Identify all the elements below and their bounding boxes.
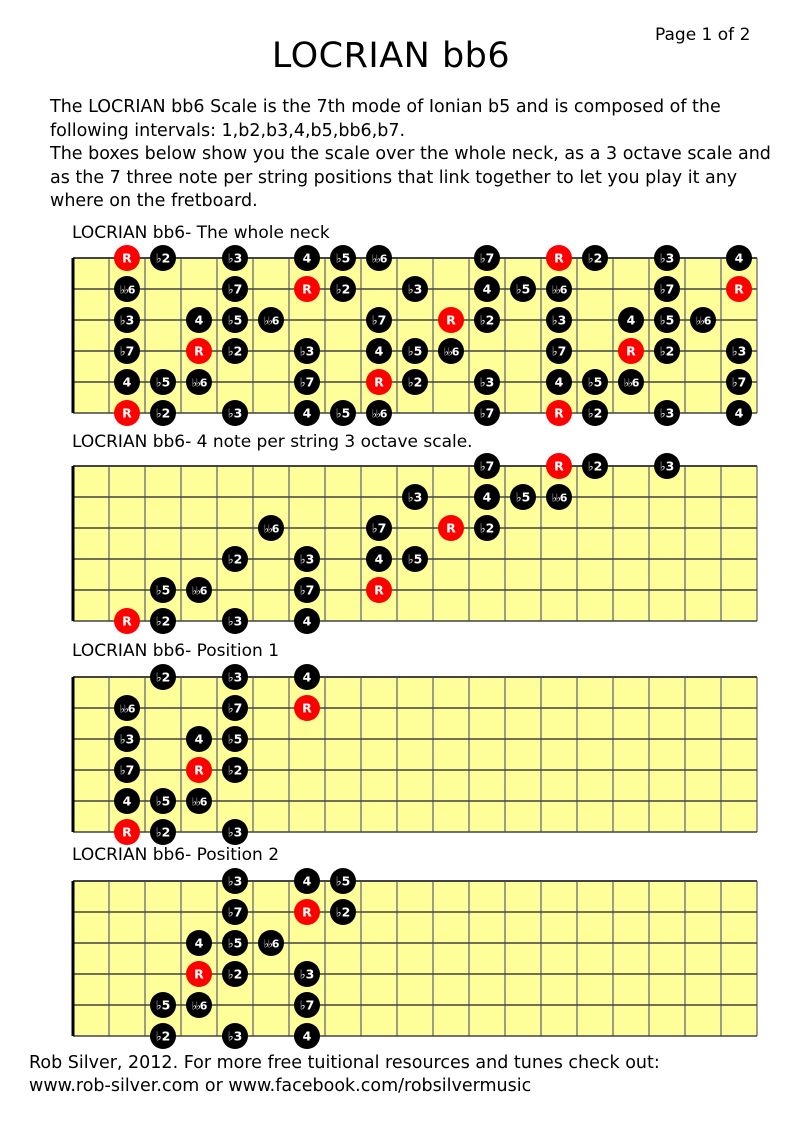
note-label: ♭5: [227, 312, 243, 328]
scale-note-marker: [114, 695, 140, 721]
note-label: R: [374, 374, 384, 390]
scale-note-marker: [294, 546, 320, 572]
note-label: 4: [302, 1028, 312, 1044]
scale-note-marker: [114, 757, 140, 783]
scale-note-marker: [726, 369, 752, 395]
scale-note-marker: [366, 245, 392, 271]
scale-note-marker: [222, 245, 248, 271]
scale-note-marker: [150, 664, 176, 690]
root-note-marker: [366, 577, 392, 603]
note-label: 4: [302, 873, 312, 889]
scale-note-marker: [474, 369, 500, 395]
note-label: ♭7: [227, 281, 243, 297]
note-label: ♭7: [479, 250, 495, 266]
fretboard-svg: [73, 669, 757, 840]
note-label: 4: [374, 551, 384, 567]
fretboard-background: [73, 881, 757, 1036]
scale-note-marker: [222, 276, 248, 302]
scale-note-marker: [726, 245, 752, 271]
note-label: 4: [482, 281, 492, 297]
root-note-marker: [186, 338, 212, 364]
scale-note-marker: [150, 245, 176, 271]
note-label: ♭♭6: [191, 795, 207, 809]
scale-note-marker: [222, 695, 248, 721]
note-label: 4: [194, 312, 204, 328]
note-label: ♭♭6: [623, 376, 639, 390]
scale-note-marker: [402, 546, 428, 572]
fretboard-svg: [73, 458, 757, 629]
note-label: ♭2: [335, 281, 351, 297]
note-label: ♭7: [299, 582, 315, 598]
note-label: ♭3: [551, 312, 567, 328]
scale-note-marker: [618, 307, 644, 333]
scale-note-marker: [654, 453, 680, 479]
scale-note-marker: [330, 400, 356, 426]
root-note-marker: [546, 400, 572, 426]
page-number: Page 1 of 2: [655, 25, 751, 45]
fretboard-position-2: [73, 873, 757, 1044]
note-label: ♭2: [227, 343, 243, 359]
scale-note-marker: [222, 338, 248, 364]
scale-note-marker: [474, 307, 500, 333]
scale-note-marker: [150, 400, 176, 426]
note-label: ♭3: [299, 343, 315, 359]
scale-note-marker: [582, 453, 608, 479]
scale-note-marker: [114, 788, 140, 814]
root-note-marker: [438, 307, 464, 333]
note-label: ♭3: [407, 489, 423, 505]
note-label: 4: [482, 489, 492, 505]
scale-note-marker: [366, 400, 392, 426]
scale-note-marker: [438, 338, 464, 364]
scale-note-marker: [510, 276, 536, 302]
note-label: ♭3: [227, 250, 243, 266]
scale-note-marker: [294, 664, 320, 690]
scale-note-marker: [510, 484, 536, 510]
scale-note-marker: [150, 1023, 176, 1049]
note-label: ♭♭6: [551, 283, 567, 297]
scale-note-marker: [222, 961, 248, 987]
scale-note-marker: [186, 307, 212, 333]
note-label: 4: [194, 731, 204, 747]
note-label: R: [734, 281, 744, 297]
note-label: ♭5: [659, 312, 675, 328]
note-label: ♭5: [155, 793, 171, 809]
scale-note-marker: [546, 338, 572, 364]
note-label: ♭♭6: [119, 283, 135, 297]
fretboard-svg: [73, 873, 757, 1044]
note-label: ♭3: [479, 374, 495, 390]
note-label: ♭3: [731, 343, 747, 359]
note-label: 4: [194, 935, 204, 951]
scale-note-marker: [258, 307, 284, 333]
scale-note-marker: [222, 930, 248, 956]
note-label: ♭♭6: [551, 491, 567, 505]
root-note-marker: [618, 338, 644, 364]
note-label: ♭♭6: [263, 522, 279, 536]
diagram-title-position-1: LOCRIAN bb6- Position 1: [72, 641, 280, 661]
root-note-marker: [546, 245, 572, 271]
note-label: ♭7: [299, 997, 315, 1013]
scale-note-marker: [222, 726, 248, 752]
scale-note-marker: [294, 369, 320, 395]
scale-note-marker: [294, 1023, 320, 1049]
scale-note-marker: [222, 899, 248, 925]
note-label: ♭3: [119, 731, 135, 747]
scale-note-marker: [582, 369, 608, 395]
note-label: ♭3: [227, 613, 243, 629]
note-label: ♭2: [155, 1028, 171, 1044]
scale-note-marker: [222, 546, 248, 572]
scale-note-marker: [366, 515, 392, 541]
scale-note-marker: [186, 577, 212, 603]
note-label: ♭♭6: [191, 376, 207, 390]
intro-paragraph-1: The LOCRIAN bb6 Scale is the 7th mode of Ionian b5 and is composed of the following intervals: 1,b2,b3,4,b5,bb6,b7.: [50, 97, 721, 141]
note-label: 4: [734, 250, 744, 266]
fretboard-svg: [73, 250, 757, 421]
scale-note-marker: [474, 276, 500, 302]
note-label: ♭5: [335, 405, 351, 421]
note-label: R: [122, 613, 132, 629]
root-note-marker: [114, 245, 140, 271]
note-label: ♭7: [731, 374, 747, 390]
nut: [72, 677, 75, 832]
scale-note-marker: [222, 819, 248, 845]
scale-note-marker: [474, 484, 500, 510]
note-label: ♭2: [335, 904, 351, 920]
note-label: ♭3: [659, 458, 675, 474]
note-label: R: [194, 762, 204, 778]
note-label: ♭♭6: [443, 345, 459, 359]
footer-links: www.rob-silver.com or www.facebook.com/robsilvermusic: [29, 1076, 532, 1096]
note-label: R: [194, 343, 204, 359]
note-label: ♭7: [119, 343, 135, 359]
note-label: ♭5: [335, 250, 351, 266]
note-label: ♭♭6: [119, 702, 135, 716]
note-label: R: [302, 904, 312, 920]
note-label: ♭♭6: [191, 999, 207, 1013]
scale-note-marker: [258, 930, 284, 956]
root-note-marker: [294, 695, 320, 721]
note-label: ♭7: [371, 520, 387, 536]
note-label: ♭2: [587, 458, 603, 474]
scale-note-marker: [294, 577, 320, 603]
fretboard-whole-neck: [73, 250, 757, 421]
note-label: ♭2: [407, 374, 423, 390]
note-label: ♭5: [155, 582, 171, 598]
scale-note-marker: [330, 899, 356, 925]
scale-note-marker: [654, 276, 680, 302]
scale-note-marker: [114, 276, 140, 302]
scale-note-marker: [294, 992, 320, 1018]
note-label: 4: [122, 374, 132, 390]
note-label: 4: [734, 405, 744, 421]
scale-note-marker: [330, 276, 356, 302]
note-label: ♭3: [227, 824, 243, 840]
root-note-marker: [546, 453, 572, 479]
scale-note-marker: [582, 400, 608, 426]
note-label: R: [194, 966, 204, 982]
root-note-marker: [114, 400, 140, 426]
note-label: ♭♭6: [371, 407, 387, 421]
scale-note-marker: [222, 1023, 248, 1049]
note-label: ♭5: [515, 489, 531, 505]
scale-note-marker: [654, 400, 680, 426]
note-label: ♭7: [371, 312, 387, 328]
note-label: ♭♭6: [371, 252, 387, 266]
root-note-marker: [114, 608, 140, 634]
scale-note-marker: [546, 484, 572, 510]
note-label: R: [554, 250, 564, 266]
note-label: R: [374, 582, 384, 598]
note-label: ♭3: [227, 873, 243, 889]
scale-note-marker: [186, 930, 212, 956]
note-label: R: [302, 281, 312, 297]
scale-note-marker: [402, 369, 428, 395]
scale-note-marker: [114, 307, 140, 333]
note-label: ♭5: [155, 374, 171, 390]
scale-note-marker: [294, 245, 320, 271]
note-label: R: [122, 405, 132, 421]
nut: [72, 466, 75, 621]
note-label: ♭7: [479, 405, 495, 421]
root-note-marker: [186, 757, 212, 783]
note-label: ♭3: [227, 669, 243, 685]
note-label: R: [446, 520, 456, 536]
scale-note-marker: [150, 577, 176, 603]
scale-note-marker: [150, 369, 176, 395]
note-label: ♭3: [227, 405, 243, 421]
scale-note-marker: [366, 307, 392, 333]
note-label: ♭2: [587, 250, 603, 266]
note-label: ♭♭6: [695, 314, 711, 328]
note-label: ♭2: [155, 405, 171, 421]
note-label: ♭5: [407, 551, 423, 567]
root-note-marker: [438, 515, 464, 541]
scale-note-marker: [150, 788, 176, 814]
note-label: ♭2: [155, 824, 171, 840]
scale-note-marker: [222, 757, 248, 783]
note-label: ♭5: [587, 374, 603, 390]
root-note-marker: [186, 961, 212, 987]
page-title: LOCRIAN bb6: [271, 36, 511, 76]
note-label: ♭2: [155, 250, 171, 266]
scale-note-marker: [474, 245, 500, 271]
note-label: 4: [302, 250, 312, 266]
note-label: ♭7: [479, 458, 495, 474]
root-note-marker: [366, 369, 392, 395]
scale-note-marker: [546, 276, 572, 302]
scale-note-marker: [114, 369, 140, 395]
fretboard-background: [73, 677, 757, 832]
scale-note-marker: [726, 400, 752, 426]
scale-note-marker: [186, 369, 212, 395]
note-label: ♭3: [659, 405, 675, 421]
note-label: ♭2: [155, 669, 171, 685]
note-label: ♭3: [227, 1028, 243, 1044]
note-label: R: [626, 343, 636, 359]
root-note-marker: [114, 819, 140, 845]
scale-note-marker: [294, 338, 320, 364]
scale-note-marker: [150, 992, 176, 1018]
note-label: R: [446, 312, 456, 328]
scale-note-marker: [222, 868, 248, 894]
scale-note-marker: [294, 400, 320, 426]
note-label: ♭5: [407, 343, 423, 359]
note-label: ♭7: [227, 904, 243, 920]
note-label: ♭2: [479, 312, 495, 328]
note-label: ♭2: [155, 613, 171, 629]
footer-credit: Rob Silver, 2012. For more free tuitional resources and tunes check out:: [29, 1053, 660, 1073]
scale-note-marker: [474, 400, 500, 426]
scale-note-marker: [654, 245, 680, 271]
diagram-title-whole-neck: LOCRIAN bb6- The whole neck: [72, 223, 330, 243]
note-label: ♭7: [299, 374, 315, 390]
scale-note-marker: [186, 992, 212, 1018]
note-label: ♭3: [407, 281, 423, 297]
scale-note-marker: [294, 961, 320, 987]
note-label: ♭2: [227, 762, 243, 778]
scale-note-marker: [654, 338, 680, 364]
note-label: ♭5: [227, 935, 243, 951]
scale-note-marker: [186, 726, 212, 752]
note-label: ♭3: [299, 551, 315, 567]
note-label: ♭3: [119, 312, 135, 328]
note-label: ♭♭6: [263, 314, 279, 328]
note-label: R: [554, 458, 564, 474]
scale-note-marker: [690, 307, 716, 333]
note-label: ♭3: [659, 250, 675, 266]
scale-note-marker: [618, 369, 644, 395]
note-label: ♭2: [659, 343, 675, 359]
intro-paragraph-2: The boxes below show you the scale over the whole neck, as a 3 octave scale and as the 7 three note per string positions that link together to let you play it any where on the fretboard.: [50, 144, 771, 211]
scale-note-marker: [402, 484, 428, 510]
scale-note-marker: [150, 819, 176, 845]
note-label: R: [554, 405, 564, 421]
note-label: ♭7: [659, 281, 675, 297]
note-label: 4: [554, 374, 564, 390]
scale-note-marker: [222, 608, 248, 634]
note-label: ♭2: [479, 520, 495, 536]
scale-note-marker: [402, 338, 428, 364]
scale-note-marker: [186, 788, 212, 814]
scale-note-marker: [330, 245, 356, 271]
note-label: ♭5: [155, 997, 171, 1013]
note-label: ♭7: [119, 762, 135, 778]
scale-note-marker: [366, 546, 392, 572]
footer: [29, 1052, 769, 1098]
scale-note-marker: [258, 515, 284, 541]
note-label: ♭♭6: [263, 937, 279, 951]
note-label: ♭7: [227, 700, 243, 716]
scale-note-marker: [546, 369, 572, 395]
scale-note-marker: [222, 664, 248, 690]
scale-note-marker: [222, 307, 248, 333]
note-label: 4: [626, 312, 636, 328]
diagram-title-three-octave: LOCRIAN bb6- 4 note per string 3 octave scale.: [72, 432, 473, 452]
nut: [72, 258, 75, 413]
note-label: 4: [302, 669, 312, 685]
note-label: 4: [122, 793, 132, 809]
scale-note-marker: [222, 400, 248, 426]
note-label: 4: [302, 405, 312, 421]
note-label: 4: [302, 613, 312, 629]
intro-text: [50, 96, 780, 214]
scale-note-marker: [114, 338, 140, 364]
note-label: ♭♭6: [191, 584, 207, 598]
scale-note-marker: [366, 338, 392, 364]
note-label: ♭5: [515, 281, 531, 297]
note-label: ♭5: [227, 731, 243, 747]
note-label: R: [122, 824, 132, 840]
note-label: R: [302, 700, 312, 716]
scale-note-marker: [402, 276, 428, 302]
note-label: ♭2: [227, 966, 243, 982]
fretboard-three-octave: [73, 458, 757, 629]
scale-note-marker: [474, 453, 500, 479]
root-note-marker: [294, 899, 320, 925]
note-label: ♭2: [587, 405, 603, 421]
scale-note-marker: [114, 726, 140, 752]
scale-note-marker: [582, 245, 608, 271]
scale-note-marker: [150, 608, 176, 634]
scale-note-marker: [294, 868, 320, 894]
note-label: ♭2: [227, 551, 243, 567]
diagram-title-position-2: LOCRIAN bb6- Position 2: [72, 845, 280, 865]
note-label: ♭3: [299, 966, 315, 982]
root-note-marker: [726, 276, 752, 302]
root-note-marker: [294, 276, 320, 302]
scale-note-marker: [294, 608, 320, 634]
nut: [72, 881, 75, 1036]
scale-note-marker: [330, 868, 356, 894]
scale-note-marker: [654, 307, 680, 333]
note-label: ♭5: [335, 873, 351, 889]
scale-note-marker: [474, 515, 500, 541]
note-label: 4: [374, 343, 384, 359]
note-label: ♭7: [551, 343, 567, 359]
scale-note-marker: [546, 307, 572, 333]
note-label: R: [122, 250, 132, 266]
fretboard-position-1: [73, 669, 757, 840]
scale-note-marker: [726, 338, 752, 364]
